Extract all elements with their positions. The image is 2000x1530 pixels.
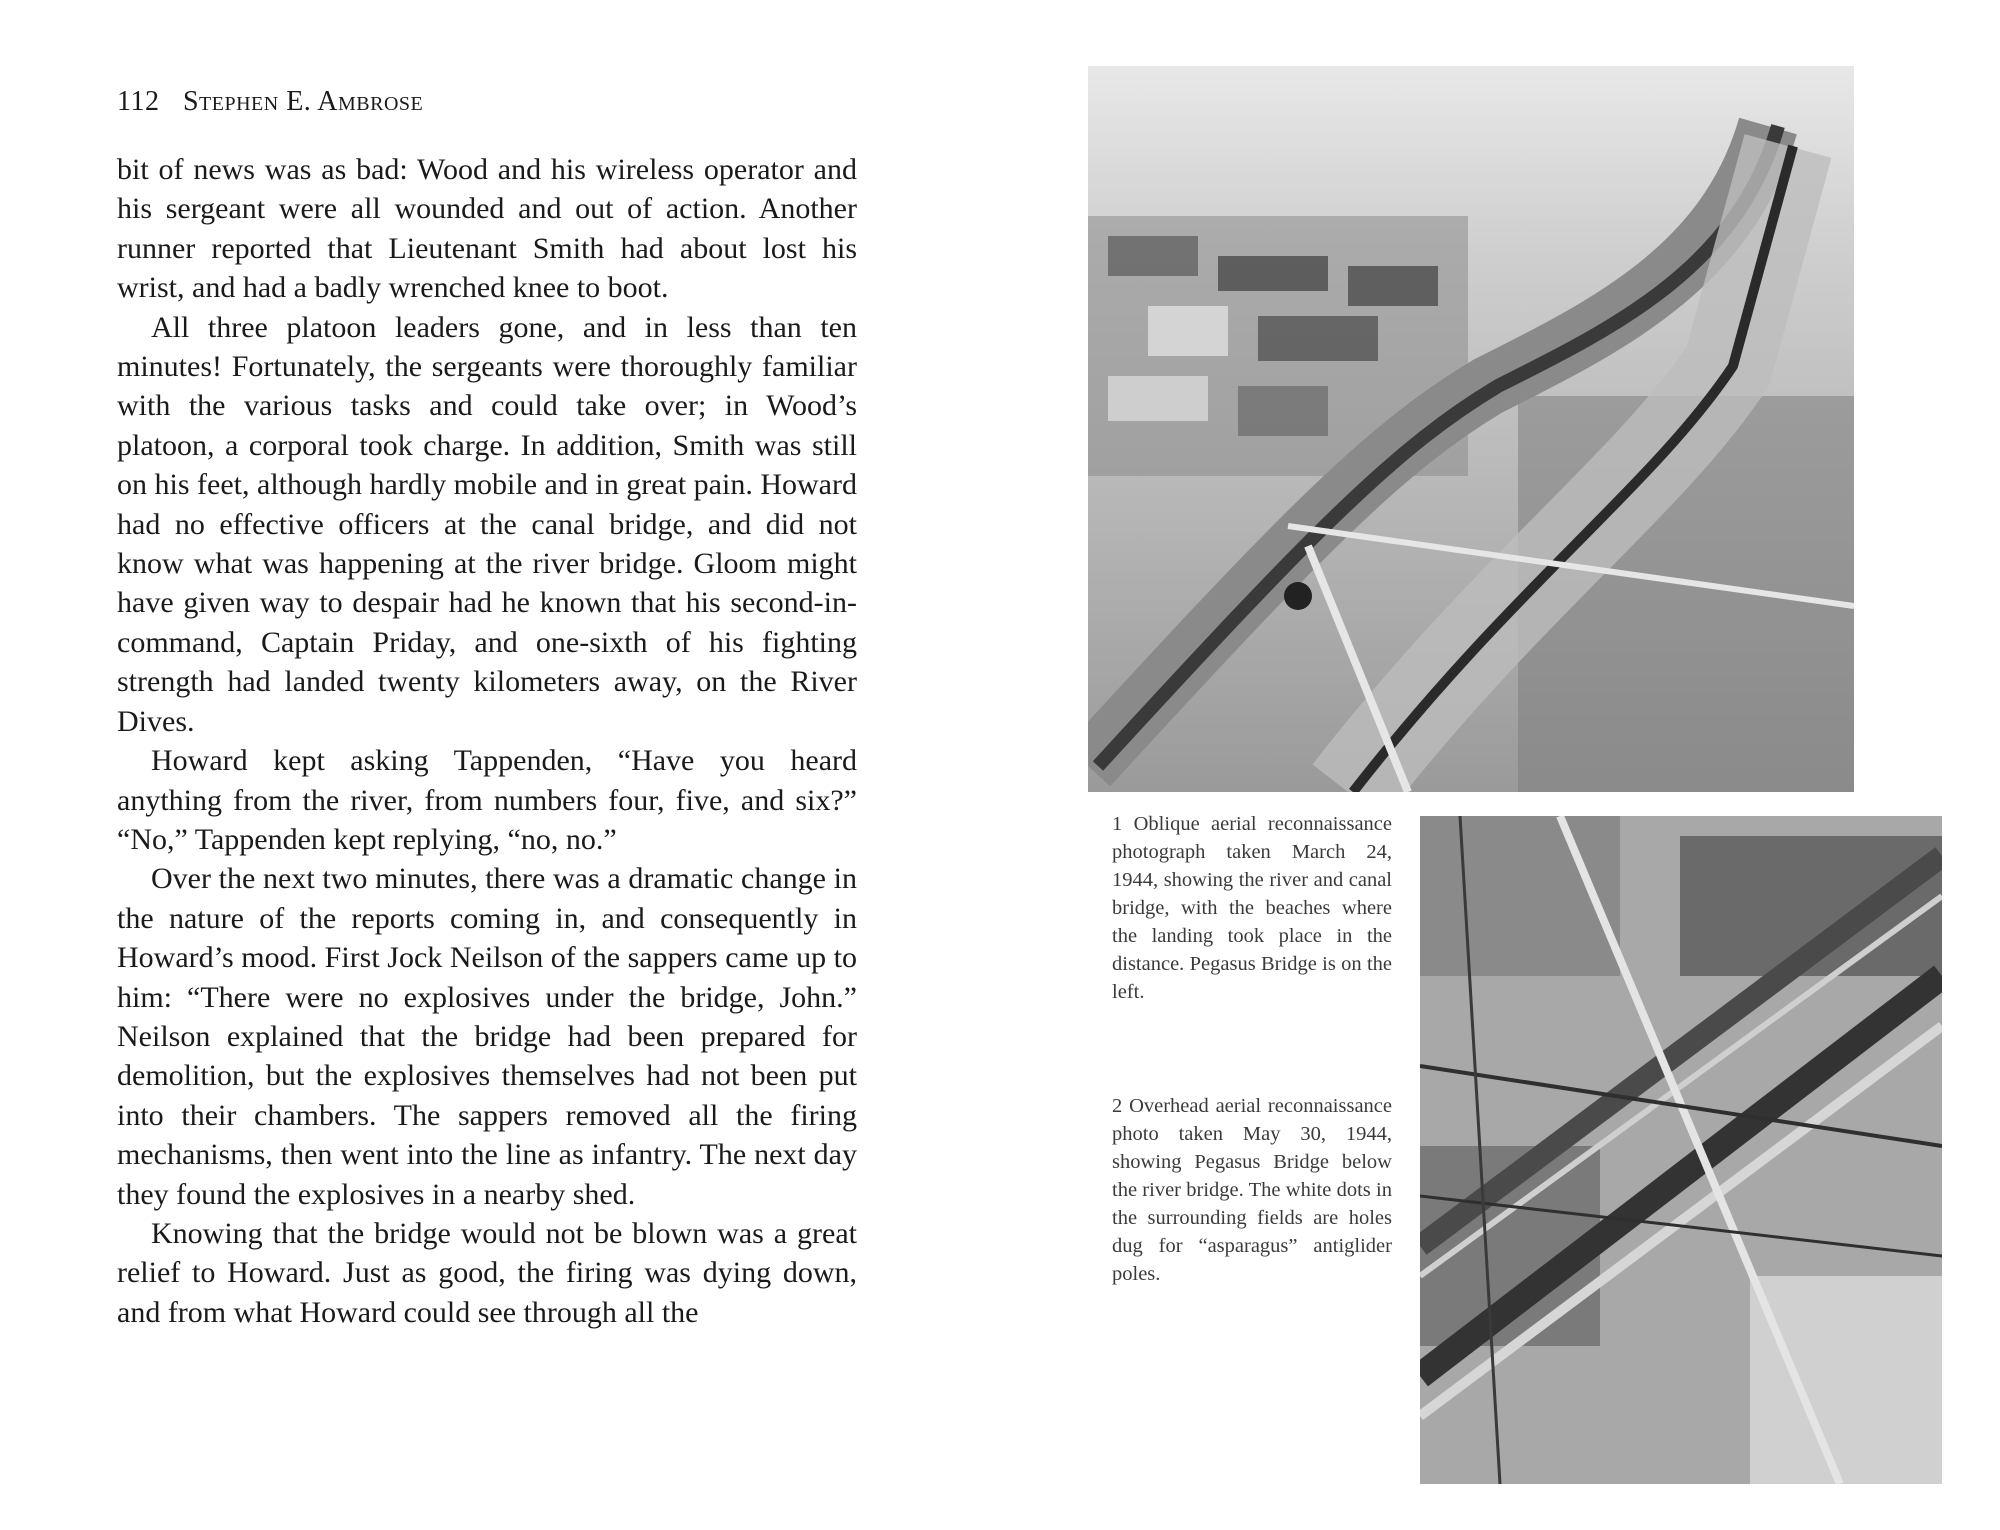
paragraph: Knowing that the bridge would not be blown was a great relief to Howard. Just as good, the firing was dying down, and from what Howard could see through all the xyxy=(117,1216,857,1329)
page-number: 112 xyxy=(117,86,160,117)
author-name: Stephen E. Ambrose xyxy=(182,86,424,117)
overhead-aerial-photo xyxy=(1420,816,1942,1484)
paragraph: All three platoon leaders gone, and in less than ten minutes! Fortunately, the sergeants were thoroughly familiar with the various tasks and could take over; in Wood’s platoon, a corporal took charge. In addition, Smith was still on his feet, although hardly mobile and in great pain. Howard had no effective officers at the canal bridge, and did not know what was happening at the river bridge. Gloom might have given way to despair had he known that his second-in-command, Captain Priday, and one-sixth of his fighting strength had landed twenty kilometers away, on the River Dives. xyxy=(117,310,857,738)
paragraph: Howard kept asking Tappenden, “Have you heard anything from the river, from numbers four, five, and six?” “No,” Tappenden kept replying, “no, no.” xyxy=(117,744,857,856)
body-text xyxy=(117,150,857,1332)
oblique-aerial-photo xyxy=(1088,66,1854,792)
photo-caption-1: 1 Oblique aerial reconnaissance photograph taken March 24, 1944, showing the river and canal bridge, with the beaches where the landing took place in the distance. Pegasus Bridge is on the left. xyxy=(1112,813,1392,1003)
paragraph: bit of news was as bad: Wood and his wireless operator and his sergeant were all wounded and out of action. Another runner reported that Lieutenant Smith had about lost his wrist, and had a badly wrenched knee to boot. xyxy=(117,153,857,305)
paragraph: Over the next two minutes, there was a dramatic change in the nature of the reports coming in, and consequently in Howard’s mood. First Jock Neilson of the sappers came up to him: “There were no explosives under the bridge, John.” Neilson explained that the bridge had been prepared for demolition, but the explosives themselves had not been put into their chambers. The sappers removed all the firing mechanisms, then went into the line as infantry. The next day they found the explosives in a nearby shed. xyxy=(117,862,857,1211)
photo-caption-2: 2 Overhead aerial reconnaissance photo taken May 30, 1944, showing Pegasus Bridge below the river bridge. The white dots in the surrounding fields are holes dug for “asparagus” antiglider poles. xyxy=(1112,1095,1392,1285)
running-header xyxy=(117,86,423,118)
right-page xyxy=(1000,0,2000,1530)
